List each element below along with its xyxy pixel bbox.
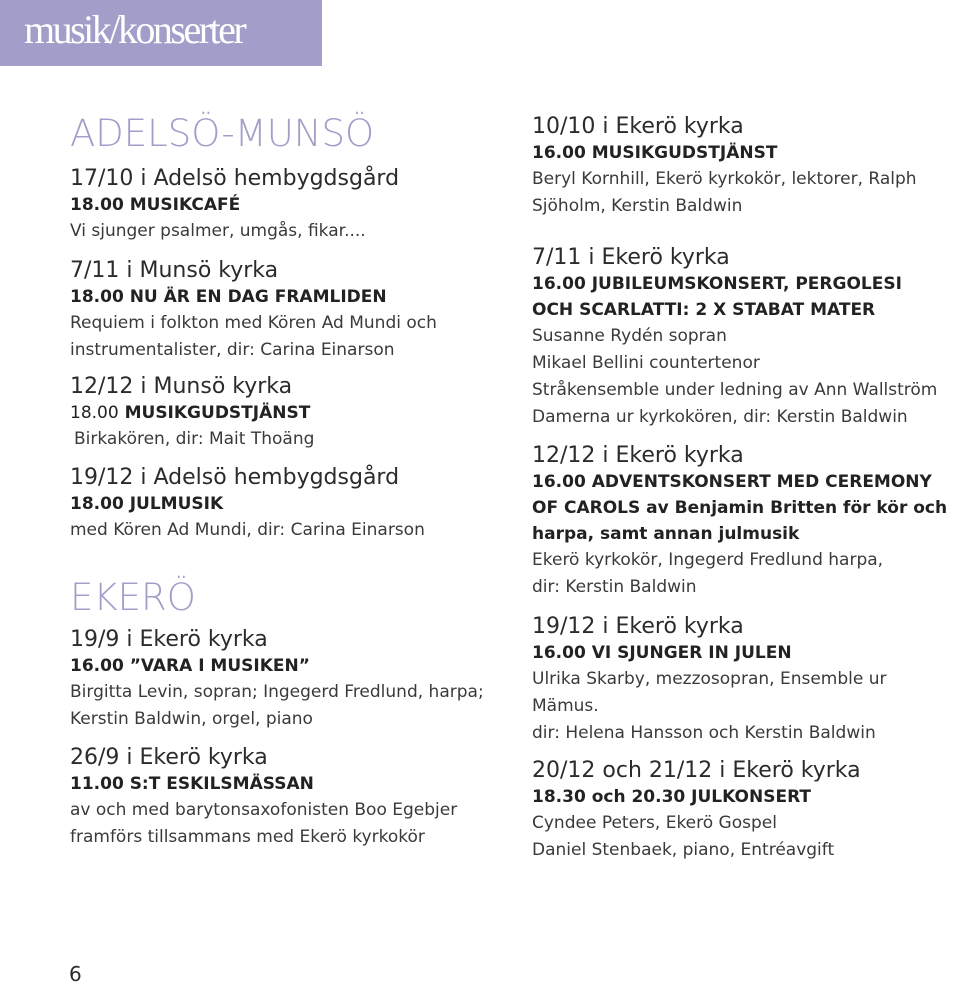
event-description: instrumentalister, dir: Carina Einarson — [70, 340, 395, 360]
event-heading: 16.00 ”VARA I MUSIKEN” — [70, 656, 310, 676]
event-date: 10/10 i Ekerö kyrka — [532, 114, 744, 139]
event-date: 19/12 i Adelsö hembygdsgård — [70, 465, 400, 490]
event-date: 7/11 i Ekerö kyrka — [532, 245, 730, 270]
event-description: med Kören Ad Mundi, dir: Carina Einarson — [70, 520, 425, 540]
event-date: 7/11 i Munsö kyrka — [70, 258, 279, 283]
event-description: av och med barytonsaxofonisten Boo Egebjer — [70, 800, 458, 820]
page-title: musik/konserter — [24, 7, 245, 52]
event-date: 26/9 i Ekerö kyrka — [70, 745, 268, 770]
section-title-adelso-munso: ADELSÖ-MUNSÖ — [70, 112, 375, 155]
event-heading: 16.00 JUBILEUMSKONSERT, PERGOLESI — [532, 274, 902, 294]
event-description: dir: Helena Hansson och Kerstin Baldwin — [532, 723, 876, 743]
event-description: Birgitta Levin, sopran; Ingegerd Fredlund, harpa; — [70, 682, 484, 702]
event-heading: 18.00 JULMUSIK — [70, 494, 224, 514]
event-item — [70, 258, 437, 364]
event-heading: 18.00 MUSIKCAFÉ — [70, 195, 241, 215]
event-heading: OF CAROLS av Benjamin Britten för kör och — [532, 498, 948, 518]
event-item — [532, 758, 861, 864]
event-description: Daniel Stenbaek, piano, Entréavgift — [532, 840, 835, 860]
event-description: Stråkensemble under ledning av Ann Wallström — [532, 380, 938, 400]
event-heading: 18.00 NU ÄR EN DAG FRAMLIDEN — [70, 287, 387, 307]
event-description: Beryl Kornhill, Ekerö kyrkokör, lektorer, Ralph — [532, 169, 917, 189]
event-heading: harpa, samt annan julmusik — [532, 524, 800, 544]
event-item — [70, 166, 399, 245]
event-item — [532, 614, 887, 747]
event-description: Mämus. — [532, 696, 599, 716]
event-item — [70, 627, 484, 733]
event-description: Mikael Bellini countertenor — [532, 353, 760, 373]
event-description: Susanne Rydén sopran — [532, 326, 727, 346]
event-description: Kerstin Baldwin, orgel, piano — [70, 709, 313, 729]
event-description: dir: Kerstin Baldwin — [532, 577, 697, 597]
section-title-ekero: EKERÖ — [70, 576, 196, 619]
event-heading: 16.00 MUSIKGUDSTJÄNST — [532, 143, 778, 163]
event-description: Ekerö kyrkokör, Ingegerd Fredlund harpa, — [532, 550, 884, 570]
event-item — [70, 465, 425, 544]
event-description: Cyndee Peters, Ekerö Gospel — [532, 813, 777, 833]
event-heading: 11.00 S:T ESKILSMÄSSAN — [70, 774, 314, 794]
event-description: Ulrika Skarby, mezzosopran, Ensemble ur — [532, 669, 887, 689]
event-heading: 16.00 VI SJUNGER IN JULEN — [532, 643, 792, 663]
event-date: 19/9 i Ekerö kyrka — [70, 627, 268, 652]
header-banner — [0, 0, 322, 66]
event-time: 18.00 — [70, 403, 119, 423]
event-item — [532, 114, 917, 220]
event-item — [532, 245, 937, 431]
event-date: 20/12 och 21/12 i Ekerö kyrka — [532, 758, 861, 783]
event-description: Vi sjunger psalmer, umgås, fikar.... — [70, 221, 366, 241]
event-date: 19/12 i Ekerö kyrka — [532, 614, 744, 639]
event-date: 12/12 i Ekerö kyrka — [532, 443, 744, 468]
event-item — [70, 374, 314, 453]
event-description: Requiem i folkton med Kören Ad Mundi och — [70, 313, 437, 333]
event-title: MUSIKGUDSTJÄNST — [124, 403, 311, 423]
event-heading: 16.00 ADVENTSKONSERT MED CEREMONY — [532, 472, 932, 492]
event-item — [532, 443, 947, 601]
event-date: 17/10 i Adelsö hembygdsgård — [70, 166, 400, 191]
event-description: Birkakören, dir: Mait Thoäng — [74, 429, 315, 449]
event-heading: OCH SCARLATTI: 2 X STABAT MATER — [532, 300, 876, 320]
page-number: 6 — [69, 962, 82, 986]
event-heading — [70, 400, 314, 426]
event-heading: 18.30 och 20.30 JULKONSERT — [532, 787, 811, 807]
event-item — [70, 745, 457, 851]
event-description: Sjöholm, Kerstin Baldwin — [532, 196, 743, 216]
event-description: framförs tillsammans med Ekerö kyrkokör — [70, 827, 425, 847]
event-description: Damerna ur kyrkokören, dir: Kerstin Baldwin — [532, 407, 908, 427]
event-date: 12/12 i Munsö kyrka — [70, 374, 293, 399]
